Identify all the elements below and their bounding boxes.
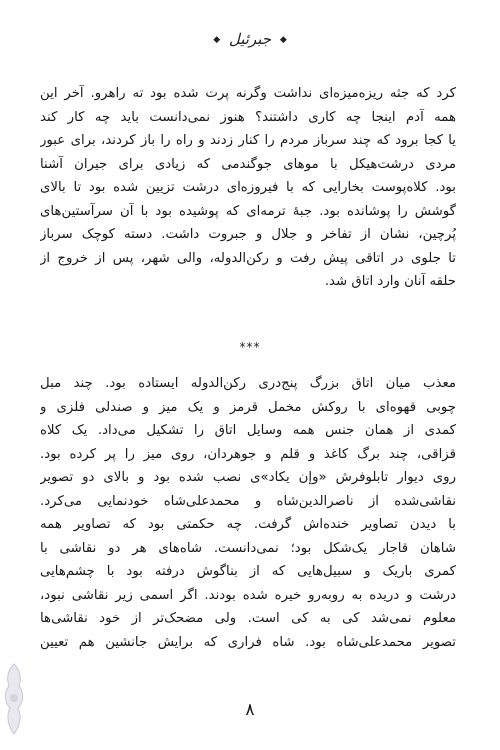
- section-separator: ***: [239, 340, 261, 354]
- text-line: درشت و دریده به روبه‌رو خیره شده بودند. اگر اسمی زیر نقاشی نبود،: [40, 587, 456, 603]
- text-line: یا کجا برود که چند سرباز مردم را کنار زدند و راه را باز کردند، برای عبور: [40, 133, 456, 148]
- ornament-left: ◆: [213, 35, 221, 45]
- paragraph-2: [40, 372, 456, 654]
- text-line: کرد که جثه ریزه‌میزه‌ای نداشت وگرنه پرت شده بود ته راهرو. آخر این: [40, 86, 456, 101]
- header-title: جبرئیل: [228, 30, 272, 48]
- text-line: همه آدم اینجا چه کاری داشتند؟ هنوز نمی‌دانست باید چه کار کند: [40, 109, 456, 125]
- text-line: معذب میان اتاق بزرگ پنج‌دری رکن‌الدوله ایستاده بود. چند مبل: [40, 376, 456, 391]
- text-line: با دیدن تصاویر خنده‌اش گرفت. چه حکمتی بود که تصاویر همه: [40, 517, 456, 532]
- page-number: ۸: [245, 700, 255, 720]
- ornament-right: ◆: [279, 35, 287, 45]
- text-line: تا جلوی در اتاقی پیش رفت و رکن‌الدوله، والی شهر، پس از خروج از: [40, 250, 456, 266]
- text-line: پُرچین، نشان از تفاخر و جلال و جبروت داشت. دسته کوچک سرباز: [40, 227, 456, 242]
- text-line: تصویر محمدعلی‌شاه بود. شاه فراری که برایش جانشین هم تعیین: [40, 634, 456, 650]
- text-line: روی دیوار تابلوفرش «وإن یکاد»ی نصب شده بود و بالای دو تصویر: [40, 470, 456, 485]
- text-line: حلقه آنان وارد اتاق شد.: [324, 274, 456, 289]
- running-header: [0, 30, 500, 48]
- text-line: گوشش را پوشانده بود. جبهٔ ترمه‌ای که پوشیده بود با آن سرآستین‌های: [40, 203, 456, 219]
- text-line: چوبی قهوه‌ای با روکش مخمل قرمز و یک میز و صندلی فلزی و: [40, 399, 456, 415]
- text-line: معلوم نمی‌شد کی به کی است. ولی مضحک‌تر از خود نقاشی‌ها: [40, 611, 456, 626]
- publisher-logo-icon: [0, 658, 28, 740]
- paragraph-1: [40, 82, 456, 294]
- text-line: شاهان قاجار یک‌شکل بود؛ نمی‌دانست. شاه‌های هر دو نقاشی با: [40, 540, 456, 556]
- text-line: قزاقی، چند برگ کاغذ و قلم و جوهردان، روی میز را پر کرده بود.: [40, 446, 456, 462]
- text-line: کمدی از همان جنس همه وسایل اتاق را تشکیل می‌داد. یک کلاه: [40, 423, 456, 438]
- text-line: کمری باریک و سبیل‌هایی که از بناگوش درفته بود با چشم‌هایی: [40, 564, 456, 579]
- text-line: نقاشی‌شده از ناصرالدین‌شاه و محمدعلی‌شاه خودنمایی می‌کرد.: [40, 493, 456, 509]
- text-line: بود. کلاه‌پوست بخارایی که با فیروزه‌ای درشت تزیین شده بود تا بالای: [40, 180, 456, 195]
- text-line: مردی درشت‌هیکل با موهای جوگندمی که زیادی برای جیران آشنا: [40, 156, 456, 172]
